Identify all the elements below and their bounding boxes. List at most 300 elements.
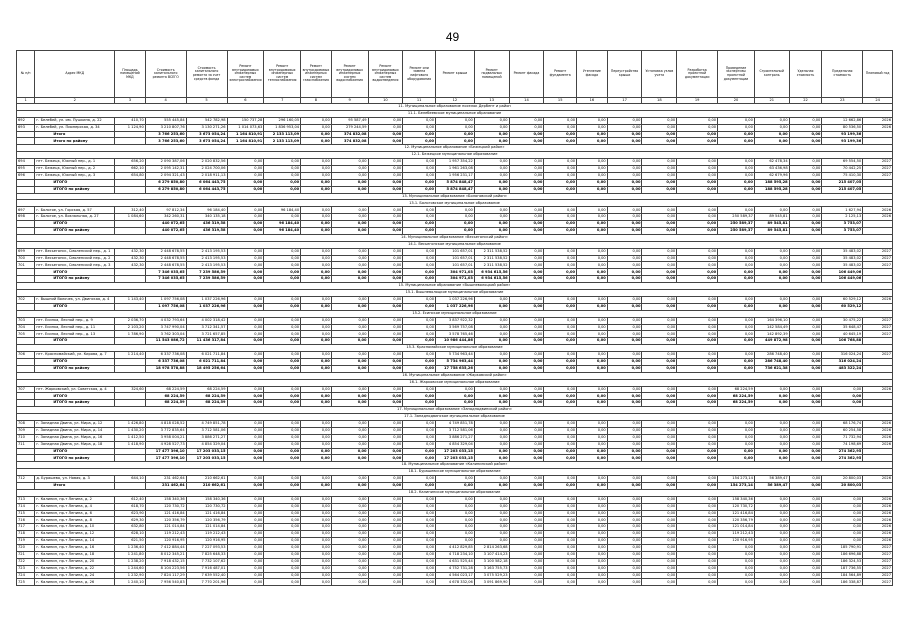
value-cell: 0,00 <box>718 269 755 276</box>
value-cell: 0,00 <box>642 496 677 503</box>
section-row <box>17 104 893 111</box>
value-cell: 0,00 <box>301 579 332 586</box>
row-number: 705 <box>17 331 35 338</box>
table-row <box>17 524 893 531</box>
total-row <box>17 131 893 138</box>
value-cell: 0,00 <box>331 172 368 179</box>
value-cell: 0,00 <box>509 524 544 531</box>
value-cell: 1 244,60 <box>115 565 146 572</box>
value-cell: 0,00 <box>474 524 509 531</box>
row-number: 699 <box>17 248 35 255</box>
value-cell: 0,00 <box>331 186 368 193</box>
section-row <box>17 407 893 414</box>
column-header: № п/п <box>17 51 35 98</box>
value-cell: 15 <box>544 98 577 104</box>
value-cell: 19 <box>677 98 718 104</box>
value-cell: 0,00 <box>403 441 436 448</box>
value-cell: 0,00 <box>754 503 789 510</box>
value-cell: 0,00 <box>577 400 608 407</box>
value-cell: 0,00 <box>577 338 608 345</box>
value-cell: 0,00 <box>677 179 718 186</box>
value-cell: 2026 <box>863 531 893 538</box>
value-cell: 0,00 <box>677 248 718 255</box>
value-cell: 0,00 <box>264 255 301 262</box>
column-header: Ремонт фундамента <box>544 51 577 98</box>
value-cell: 0,00 <box>677 296 718 303</box>
value-cell: 2 024 700,06 <box>186 166 227 173</box>
value-cell: 75 410,30 <box>822 172 863 179</box>
table-row <box>17 545 893 552</box>
table-row <box>17 496 893 503</box>
value-cell: 5 <box>186 98 227 104</box>
column-header: Ремонт внутридомовых инженерных систем теплоснабжения <box>264 51 301 98</box>
value-cell: 2026 <box>863 124 893 131</box>
table-row <box>17 352 893 359</box>
value-cell: 11 436 317,84 <box>186 338 227 345</box>
address-cell: г. Белебей, ул. Пионерская, д. 34 <box>35 124 115 131</box>
section-title: 16.1. Жарковское муниципальное образование <box>17 379 893 386</box>
value-cell: 0,00 <box>607 358 642 365</box>
value-cell: 2 103,20 <box>115 324 146 331</box>
value-cell: 60 529,12 <box>822 296 863 303</box>
value-cell: 0,00 <box>607 338 642 345</box>
value-cell: 0,00 <box>577 441 608 448</box>
section-row <box>17 283 893 290</box>
value-cell: 0,00 <box>403 138 436 145</box>
value-cell: 0,00 <box>301 131 332 138</box>
value-cell: 0,00 <box>577 324 608 331</box>
value-cell: 3 075 529,23 <box>474 572 509 579</box>
value-cell <box>863 269 893 276</box>
address-cell: 2 <box>35 98 115 104</box>
section-title: 17.1. Западнодвинское муниципальное образование <box>17 414 893 421</box>
value-cell: 40 645,19 <box>822 331 863 338</box>
value-cell: 0,00 <box>789 524 822 531</box>
value-cell: 324,60 <box>115 386 146 393</box>
value-cell: 0,00 <box>436 393 475 400</box>
value-cell: 0,00 <box>544 427 577 434</box>
value-cell: 0,00 <box>331 572 368 579</box>
value-cell: 210 662,61 <box>186 482 227 489</box>
value-cell <box>863 448 893 455</box>
value-cell: 0,00 <box>436 531 475 538</box>
row-number: 709 <box>17 427 35 434</box>
value-cell: 0,00 <box>577 572 608 579</box>
value-cell: 0,00 <box>607 159 642 166</box>
value-cell: 0,00 <box>718 338 755 345</box>
value-cell: 0,00 <box>301 448 332 455</box>
value-cell: 0,00 <box>577 131 608 138</box>
address-cell: г. Западная Двина, ул. Мира, д. 16 <box>35 434 115 441</box>
section-row <box>17 489 893 496</box>
address-cell: г. Белебей, ул. им. Пушкина, д. 22 <box>35 117 115 124</box>
value-cell: 0,00 <box>642 228 677 235</box>
value-cell: 0,00 <box>264 551 301 558</box>
value-cell: 68 224,59 <box>186 400 227 407</box>
value-cell: 1 241,80 <box>115 551 146 558</box>
value-cell: 0,00 <box>577 214 608 221</box>
value-cell: 0,00 <box>677 434 718 441</box>
value-cell: 0,00 <box>509 296 544 303</box>
value-cell: 4 854 329,04 <box>186 441 227 448</box>
value-cell: 0,00 <box>301 441 332 448</box>
value-cell: 0,00 <box>642 434 677 441</box>
value-cell: 68 224,59 <box>718 393 755 400</box>
value-cell: 618,70 <box>115 503 146 510</box>
value-cell: 0,00 <box>822 524 863 531</box>
value-cell: 0,00 <box>754 565 789 572</box>
total-row <box>17 228 893 235</box>
value-cell: 0,00 <box>509 138 544 145</box>
value-cell: 2027 <box>863 255 893 262</box>
value-cell: 0,00 <box>754 262 789 269</box>
value-cell: 0,00 <box>789 166 822 173</box>
value-cell: 0,00 <box>227 179 264 186</box>
value-cell: 0,00 <box>718 296 755 303</box>
value-cell: 0,00 <box>227 166 264 173</box>
total-row <box>17 338 893 345</box>
value-cell: 2 311 538,52 <box>474 255 509 262</box>
value-cell: 68 224,59 <box>145 393 186 400</box>
value-cell <box>863 186 893 193</box>
value-cell: 0,00 <box>544 496 577 503</box>
column-header: Ремонт внутридомовых инженерных систем водоснабжения <box>331 51 368 98</box>
value-cell: 0,00 <box>301 572 332 579</box>
value-cell: 0,00 <box>789 400 822 407</box>
value-cell: 4 749 851,78 <box>436 420 475 427</box>
value-cell: 120 730,72 <box>718 503 755 510</box>
value-cell: 0,00 <box>264 455 301 462</box>
value-cell: 0,00 <box>607 214 642 221</box>
value-cell: 0,00 <box>677 476 718 483</box>
row-number: 700 <box>17 255 35 262</box>
value-cell: 0,00 <box>403 179 436 186</box>
value-cell: 0,00 <box>754 117 789 124</box>
section-row <box>17 310 893 317</box>
value-cell: 6 934 615,56 <box>474 269 509 276</box>
value-cell: 286 748,40 <box>754 352 789 359</box>
value-cell: 0,00 <box>436 207 475 214</box>
section-title: 18.2. Калининское муниципальное образование <box>17 489 893 496</box>
value-cell: 1 037 226,96 <box>186 296 227 303</box>
value-cell: 0,00 <box>227 386 264 393</box>
value-cell: 0,00 <box>474 420 509 427</box>
value-cell: 2 090 387,06 <box>145 159 186 166</box>
value-cell: 0,00 <box>718 317 755 324</box>
value-cell: 0,00 <box>301 517 332 524</box>
value-cell: 0,00 <box>509 269 544 276</box>
value-cell <box>863 221 893 228</box>
row-number: 1 <box>17 98 35 104</box>
value-cell: 0,00 <box>331 538 368 545</box>
value-cell: 0,00 <box>436 503 475 510</box>
value-cell: 0,00 <box>403 503 436 510</box>
value-cell: 0,00 <box>331 503 368 510</box>
value-cell: 0,00 <box>677 420 718 427</box>
section-row <box>17 152 893 159</box>
value-cell: 0,00 <box>368 207 403 214</box>
row-number: 714 <box>17 503 35 510</box>
value-cell: 623,90 <box>115 510 146 517</box>
value-cell: 0,00 <box>227 214 264 221</box>
value-cell: 4 854 329,04 <box>436 441 475 448</box>
value-cell: 0,00 <box>754 255 789 262</box>
value-cell: 9 <box>331 98 368 104</box>
value-cell: 432,30 <box>115 262 146 269</box>
value-cell: 0,00 <box>368 159 403 166</box>
value-cell: 0,00 <box>403 496 436 503</box>
value-cell: 121 014,84 <box>145 524 186 531</box>
value-cell: 3 <box>115 98 146 104</box>
value-cell: 0,00 <box>789 503 822 510</box>
value-cell: 0,00 <box>403 228 436 235</box>
value-cell: 0,00 <box>642 579 677 586</box>
value-cell: 0,00 <box>577 455 608 462</box>
row-number <box>17 131 35 138</box>
value-cell: 0,00 <box>264 386 301 393</box>
value-cell: 0,00 <box>677 172 718 179</box>
value-cell: 0,00 <box>544 262 577 269</box>
value-cell: 0,00 <box>718 186 755 193</box>
section-row <box>17 379 893 386</box>
value-cell: 0,00 <box>789 269 822 276</box>
value-cell: 0,00 <box>509 441 544 448</box>
value-cell: 150 737,28 <box>227 117 264 124</box>
value-cell: 0,00 <box>368 427 403 434</box>
value-cell: 68 224,59 <box>718 386 755 393</box>
value-cell: 0,00 <box>718 551 755 558</box>
value-cell: 0,00 <box>822 386 863 393</box>
value-cell: 0,00 <box>607 517 642 524</box>
value-cell: 0,00 <box>403 214 436 221</box>
value-cell: 0,00 <box>754 448 789 455</box>
value-cell: 96 184,40 <box>264 228 301 235</box>
value-cell: 0,00 <box>264 524 301 531</box>
address-cell: г. Западная Двина, ул. Мира, д. 14 <box>35 427 115 434</box>
value-cell: 0,00 <box>474 517 509 524</box>
value-cell: 0,00 <box>789 248 822 255</box>
value-cell: 0,00 <box>577 531 608 538</box>
value-cell: 17 477 396,10 <box>145 455 186 462</box>
table-row <box>17 262 893 269</box>
value-cell: 4 564 023,17 <box>436 572 475 579</box>
value-cell: 0,00 <box>403 221 436 228</box>
value-cell: 0,00 <box>544 352 577 359</box>
value-cell: 0,00 <box>264 317 301 324</box>
value-cell: 68 224,59 <box>186 393 227 400</box>
value-cell: 0,00 <box>403 538 436 545</box>
value-cell: 0,00 <box>544 420 577 427</box>
value-cell: 0,00 <box>368 482 403 489</box>
value-cell <box>115 365 146 372</box>
value-cell: 17 <box>607 98 642 104</box>
value-cell: 0,00 <box>789 427 822 434</box>
value-cell: 0,00 <box>577 317 608 324</box>
value-cell: 2 448 678,55 <box>145 262 186 269</box>
value-cell: 3 886 271,27 <box>436 434 475 441</box>
value-cell: 0,00 <box>227 296 264 303</box>
value-cell: 0,00 <box>264 248 301 255</box>
value-cell: 0,00 <box>368 221 403 228</box>
value-cell: 250 589,37 <box>718 221 755 228</box>
value-cell: 0,00 <box>301 172 332 179</box>
value-cell: 4 002 318,42 <box>186 317 227 324</box>
value-cell: 96 184,40 <box>186 207 227 214</box>
value-cell: 0,00 <box>642 296 677 303</box>
table-row <box>17 579 893 586</box>
value-cell: 0,00 <box>331 482 368 489</box>
value-cell: 119 212,43 <box>145 531 186 538</box>
value-cell: 0,00 <box>718 455 755 462</box>
value-cell: 0,00 <box>577 503 608 510</box>
value-cell: 8 104 223,56 <box>145 565 186 572</box>
section-title: 15.2. Есинское муниципальное образование <box>17 310 893 317</box>
value-cell: 736 621,38 <box>754 365 789 372</box>
value-cell: 119 212,43 <box>186 531 227 538</box>
value-cell: 10 <box>368 98 403 104</box>
row-number: 697 <box>17 207 35 214</box>
total-row <box>17 276 893 283</box>
value-cell: 0,00 <box>509 221 544 228</box>
value-cell <box>863 365 893 372</box>
value-cell: 0,00 <box>789 551 822 558</box>
value-cell: 0,00 <box>436 496 475 503</box>
value-cell: 0,00 <box>368 338 403 345</box>
value-cell: 93 199,36 <box>822 131 863 138</box>
value-cell: 0,00 <box>474 207 509 214</box>
value-cell: 0,00 <box>642 159 677 166</box>
value-cell: 0,00 <box>403 476 436 483</box>
value-cell: 0,00 <box>474 393 509 400</box>
value-cell: 0,00 <box>227 496 264 503</box>
section-row <box>17 241 893 248</box>
value-cell: 0,00 <box>607 565 642 572</box>
value-cell: 0,00 <box>403 386 436 393</box>
value-cell: 0,00 <box>607 172 642 179</box>
value-cell: 0,00 <box>368 296 403 303</box>
address-cell: ИТОГО <box>35 179 115 186</box>
address-cell: г. Калинин, пр-т Ленина, д. 14 <box>35 538 115 545</box>
value-cell: 0,00 <box>677 338 718 345</box>
value-cell: 0,00 <box>642 420 677 427</box>
value-cell: 0,00 <box>607 441 642 448</box>
value-cell: 0,00 <box>474 172 509 179</box>
value-cell: 2027 <box>863 551 893 558</box>
value-cell: 432,30 <box>115 248 146 255</box>
value-cell: 483 322,24 <box>822 365 863 372</box>
value-cell: 0,00 <box>577 269 608 276</box>
value-cell: 0,00 <box>577 179 608 186</box>
column-header: Строительный контроль <box>754 51 789 98</box>
value-cell: 0,00 <box>677 358 718 365</box>
value-cell: 0,00 <box>301 186 332 193</box>
address-cell: г. Калинин, пр-т Ленина, д. 4 <box>35 503 115 510</box>
value-cell: 0,00 <box>474 331 509 338</box>
row-number: 719 <box>17 538 35 545</box>
value-cell: 0,00 <box>301 296 332 303</box>
value-cell: 0,00 <box>642 207 677 214</box>
value-cell: 3 091 869,90 <box>474 579 509 586</box>
value-cell: 0,00 <box>368 331 403 338</box>
value-cell: 0,00 <box>474 214 509 221</box>
value-cell: 0,00 <box>331 496 368 503</box>
value-cell: 0,00 <box>264 276 301 283</box>
value-cell: 436 319,58 <box>186 228 227 235</box>
value-cell: 0,00 <box>368 124 403 131</box>
value-cell: 2027 <box>863 352 893 359</box>
value-cell: 188 595,28 <box>754 179 789 186</box>
value-cell: 3 958 004,21 <box>145 434 186 441</box>
value-cell: 374 832,08 <box>331 131 368 138</box>
value-cell: 0,00 <box>677 159 718 166</box>
value-cell: 0,00 <box>642 482 677 489</box>
row-number: 720 <box>17 545 35 552</box>
value-cell: 0,00 <box>509 455 544 462</box>
value-cell: 35 483,02 <box>822 262 863 269</box>
value-cell: 0,00 <box>403 296 436 303</box>
value-cell: 0,00 <box>436 117 475 124</box>
value-cell: 2026 <box>863 214 893 221</box>
value-cell: 60 529,12 <box>822 303 863 310</box>
value-cell: 0,00 <box>227 455 264 462</box>
value-cell: 0,00 <box>403 352 436 359</box>
total-row <box>17 482 893 489</box>
value-cell: 0,00 <box>544 228 577 235</box>
value-cell: 0,00 <box>403 331 436 338</box>
value-cell: 0,00 <box>509 131 544 138</box>
table-body <box>17 98 893 586</box>
value-cell: 3 753,07 <box>822 228 863 235</box>
table-row <box>17 317 893 324</box>
value-cell: 0,00 <box>368 269 403 276</box>
value-cell: 0,00 <box>301 482 332 489</box>
value-cell: 0,00 <box>677 207 718 214</box>
value-cell: 0,00 <box>331 262 368 269</box>
value-cell: 0,00 <box>227 579 264 586</box>
value-cell: 0,00 <box>509 276 544 283</box>
value-cell: 0,00 <box>331 455 368 462</box>
value-cell: 4 412 829,85 <box>436 545 475 552</box>
value-cell: 0,00 <box>577 476 608 483</box>
value-cell: 304 971,03 <box>436 276 475 283</box>
value-cell: 0,00 <box>642 124 677 131</box>
table-row <box>17 255 893 262</box>
table-row <box>17 296 893 303</box>
value-cell: 1 430,20 <box>115 427 146 434</box>
value-cell: 101 657,01 <box>436 262 475 269</box>
value-cell: 0,00 <box>227 524 264 531</box>
value-cell: 0,00 <box>403 510 436 517</box>
value-cell: 2 036,70 <box>115 317 146 324</box>
value-cell: 0,00 <box>607 524 642 531</box>
value-cell: 0,00 <box>544 455 577 462</box>
value-cell: 0,00 <box>264 324 301 331</box>
value-cell: 0,00 <box>509 496 544 503</box>
value-cell: 2 311 538,52 <box>474 248 509 255</box>
value-cell: 0,00 <box>301 228 332 235</box>
value-cell: 0,00 <box>509 476 544 483</box>
value-cell: 0,00 <box>509 186 544 193</box>
value-cell: 0,00 <box>227 159 264 166</box>
address-cell: пгт. Весьегонск, Смоленский пер., д. 3 <box>35 262 115 269</box>
value-cell: 106 768,88 <box>822 338 863 345</box>
value-cell: 4 032 793,64 <box>145 317 186 324</box>
value-cell: 0,00 <box>718 358 755 365</box>
value-cell: 120 356,79 <box>718 517 755 524</box>
value-cell: 0,00 <box>789 186 822 193</box>
total-row <box>17 358 893 365</box>
value-cell: 7 732 107,62 <box>186 558 227 565</box>
